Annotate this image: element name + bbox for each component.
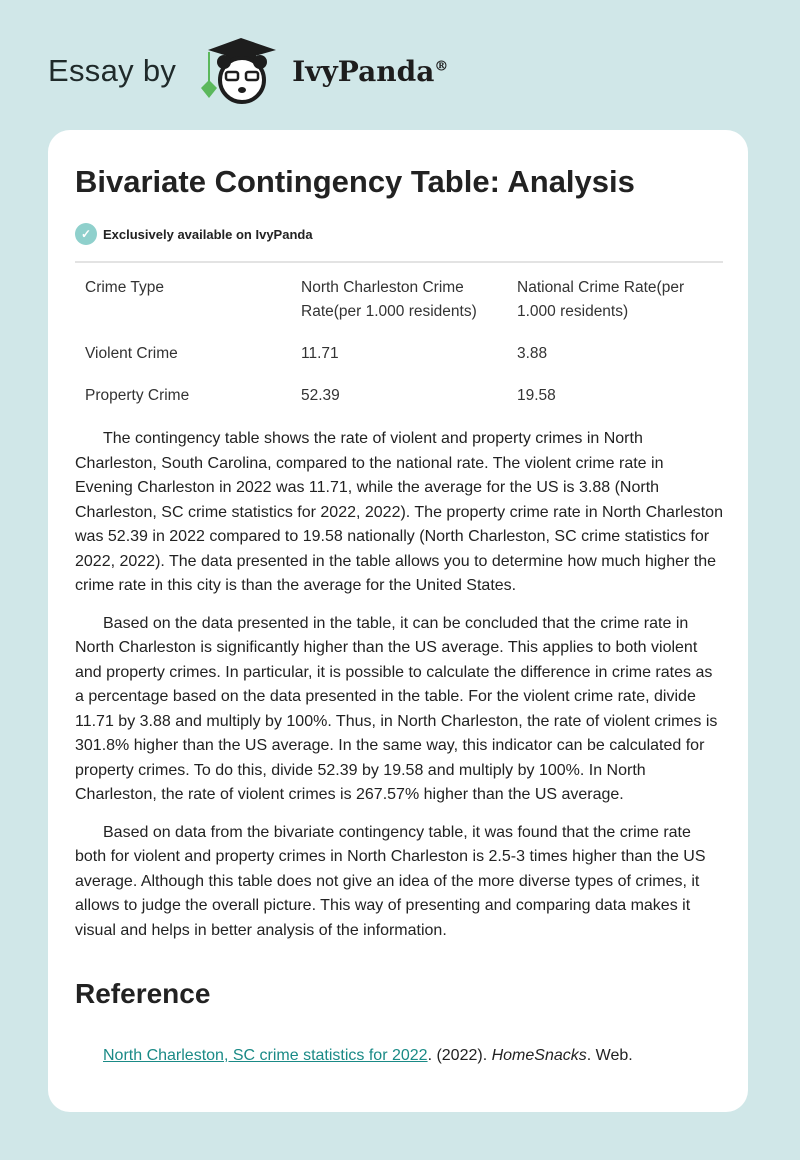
table-header-cell: Crime Type xyxy=(85,279,164,296)
reference-heading: Reference xyxy=(75,978,211,1009)
site-header xyxy=(48,36,448,106)
table-cell: 52.39 xyxy=(301,387,340,404)
paragraph: Based on data from the bivariate contingency table, it was found that the crime rate both for violent and property crimes in North Charleston is 2.5-3 times higher than the US average. Although this table does not give an idea of the more diverse types of crimes, it allows to judge the overall picture. This way of presenting and comparing data makes it visual and helps in better analysis of the information. xyxy=(75,823,706,939)
table-cell: 19.58 xyxy=(517,387,556,404)
essay-card xyxy=(48,130,748,1112)
reference-entry xyxy=(103,1047,633,1065)
table-header-cell: North Charleston Crime Rate(per 1.000 residents) xyxy=(301,279,477,320)
table-header-row xyxy=(75,276,723,342)
contingency-table xyxy=(75,276,723,426)
check-icon: ✓ xyxy=(75,223,97,245)
paragraph: Based on the data presented in the table, it can be concluded that the crime rate in North Charleston is significantly higher than the US average. This applies to both violent and property crimes. In particular, it is possible to calculate the difference in crime rates as a percentage based on the data presented in the table. For the violent crime rate, divide 11.71 by 3.88 and multiply by 100%. Thus, in North Charleston, the rate of violent crimes is 301.8% higher than the US average. In the same way, this indicator can be calculated for property crimes. To do this, divide 52.39 by 19.58 and multiply by 100%. In North Charleston, the rate of violent crimes is 267.57% higher than the US average. xyxy=(75,614,718,803)
brand-text: IvyPanda xyxy=(292,54,435,88)
table-cell: 3.88 xyxy=(517,345,548,362)
reference-tail: . Web. xyxy=(586,1047,633,1064)
reference-year: . (2022). xyxy=(427,1047,492,1064)
table-row xyxy=(75,384,723,426)
essay-by-label: Essay by xyxy=(48,53,177,88)
table-cell: Violent Crime xyxy=(85,345,178,362)
paragraph: The contingency table shows the rate of violent and property crimes in North Charleston, South Carolina, compared to the national rate. The violent crime rate in Evening Charleston in 2022 was 11.71, while the average for the US is 3.88 (North Charleston, SC crime statistics for 2022, 2022). The property crime rate in North Charleston was 52.39 in 2022 compared to 19.58 nationally (North Charleston, SC crime statistics for 2022, 2022). The data presented in the table allows you to determine how much higher the crime rate in this city is than the average for the United States. xyxy=(75,430,723,594)
reference-source: HomeSnacks xyxy=(491,1047,587,1064)
divider xyxy=(75,261,723,263)
table-cell: Property Crime xyxy=(85,387,190,404)
panda-logo-icon[interactable] xyxy=(196,36,286,106)
table-cell: 11.71 xyxy=(301,345,339,362)
registered-mark: ® xyxy=(434,58,449,75)
badge-label: Exclusively available on IvyPanda xyxy=(103,226,313,242)
brand-name xyxy=(292,55,448,88)
table-header-cell: National Crime Rate(per 1.000 residents) xyxy=(517,279,685,320)
exclusive-badge xyxy=(75,223,313,245)
table-row xyxy=(75,342,723,384)
essay-body xyxy=(75,427,725,956)
reference-link[interactable]: North Charleston, SC crime statistics for 2022 xyxy=(103,1047,428,1064)
page-title: Bivariate Contingency Table: Analysis xyxy=(75,164,635,199)
